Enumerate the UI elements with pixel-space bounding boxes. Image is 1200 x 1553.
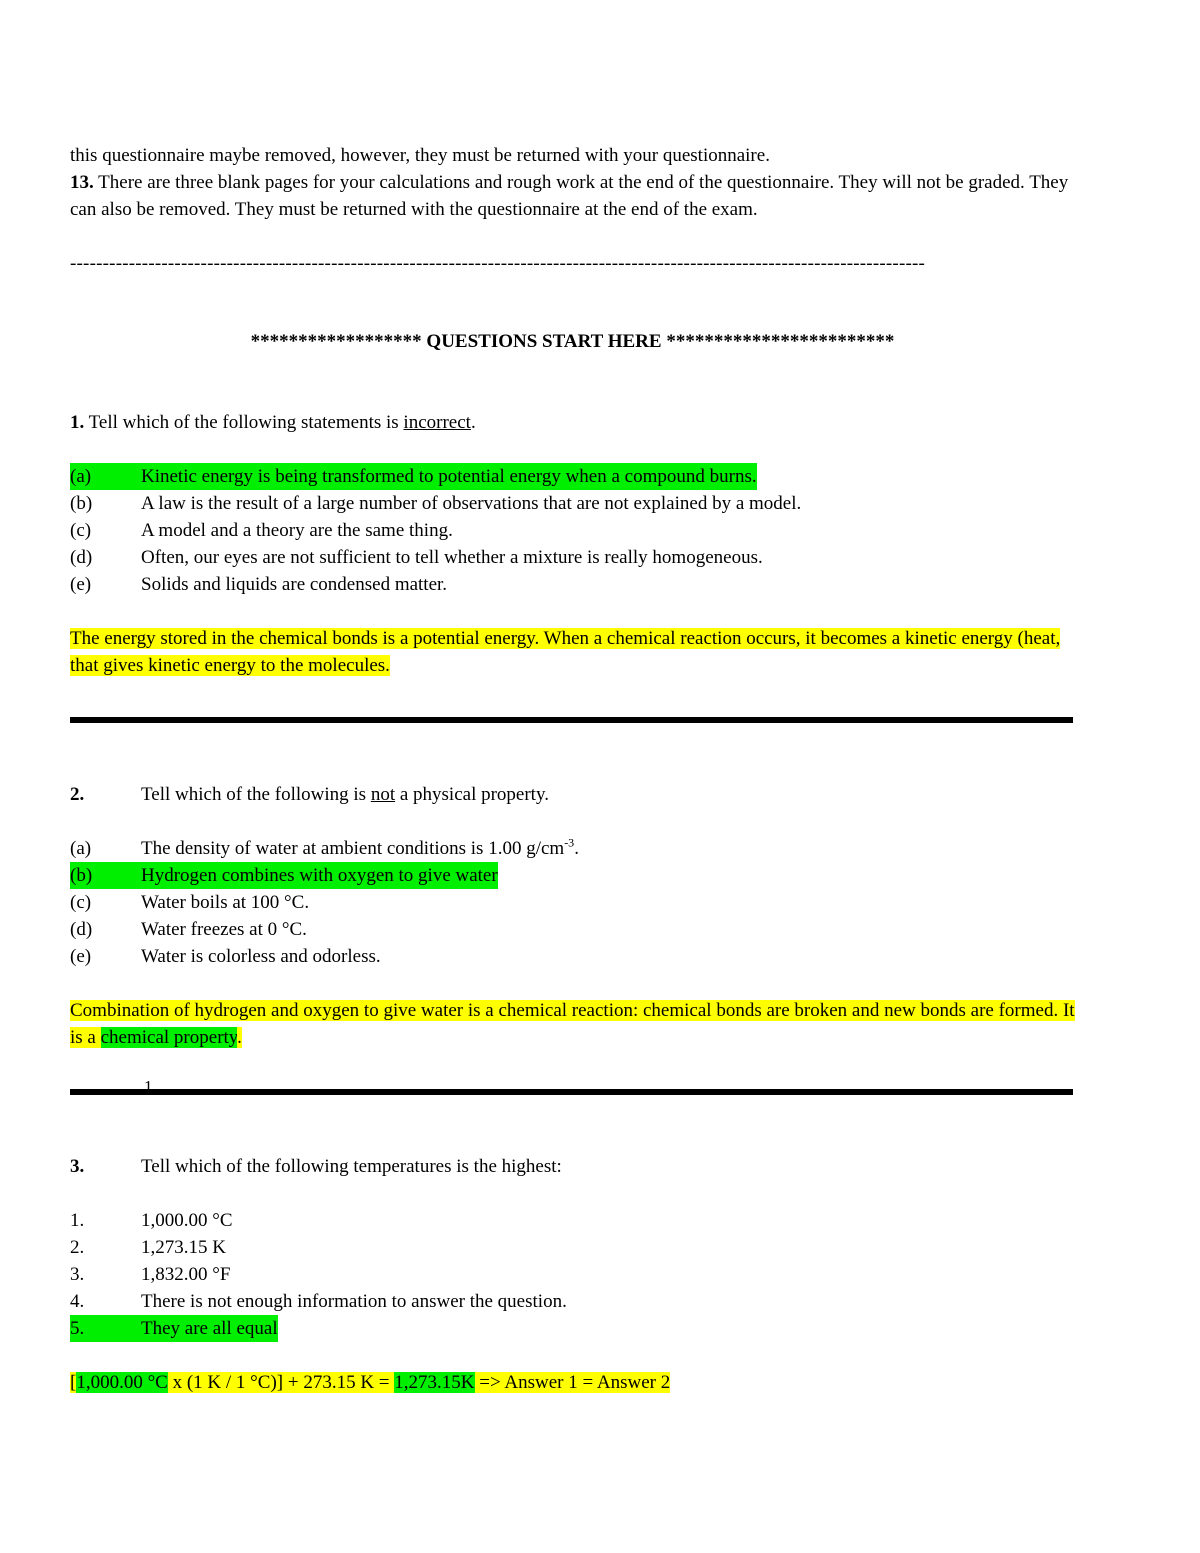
intro-line: this questionnaire maybe removed, however, they must be returned with your questionnaire.	[70, 145, 770, 166]
option-3-4: 4. There is not enough information to answer the question.	[70, 1291, 567, 1312]
page-number: 1	[144, 1077, 153, 1096]
questions-start-banner: ****************** QUESTIONS START HERE ************************	[250, 331, 895, 352]
instruction-13-text: There are three blank pages for your calculations and rough work at the end of the questionnaire. They will not be graded. They can also be removed. They must be returned with the questionnaire at the end of the exam.	[70, 172, 1069, 220]
question-2-explanation: Combination of hydrogen and oxygen to give water is a chemical reaction: chemical bonds are broken and new bonds are formed. It is a chemical property.	[70, 1000, 1075, 1048]
question-2-options	[70, 835, 1075, 970]
question-3-options	[70, 1207, 1075, 1342]
document-page	[70, 142, 1075, 1396]
option-1e: (e) Solids and liquids are condensed matter.	[70, 574, 448, 595]
instruction-13	[70, 169, 1075, 223]
option-1a	[70, 463, 1075, 490]
option-1c: (c) A model and a theory are the same thing.	[70, 520, 453, 541]
section-rule	[70, 717, 1073, 723]
option-3-2: 2. 1,273.15 K	[70, 1237, 226, 1258]
option-2b	[70, 862, 1075, 889]
question-2-prompt: 2. Tell which of the following is not a physical property.	[70, 784, 549, 805]
underlined-word: not	[370, 784, 396, 805]
dashed-separator: -----------------------------------------------------------------------------------------------------------------------------------	[70, 253, 926, 274]
question-3-calculation: [1,000.00 °C x (1 K / 1 °C)] + 273.15 K = 1,273.15K => Answer 1 = Answer 2	[70, 1372, 671, 1393]
option-3-1: 1. 1,000.00 °C	[70, 1210, 233, 1231]
question-1-options	[70, 463, 1075, 598]
option-2c: (c) Water boils at 100 °C.	[70, 892, 310, 913]
option-2a: (a) The density of water at ambient conditions is 1.00 $g/cm^{-3}$.	[70, 835, 579, 859]
option-3-5	[70, 1315, 1075, 1342]
question-1-explanation: The energy stored in the chemical bonds is a potential energy. When a chemical reaction occurs, it becomes a kinetic energy (heat, that gives kinetic energy to the molecules.	[70, 628, 1061, 676]
correct-answer-highlight: (b) Hydrogen combines with oxygen to give water	[70, 862, 498, 889]
question-3-prompt: 3. Tell which of the following temperatures is the highest:	[70, 1156, 562, 1177]
correct-answer-highlight: (a) Kinetic energy is being transformed to potential energy when a compound burns.	[70, 463, 757, 490]
option-1b: (b) A law is the result of a large number of observations that are not explained by a model.	[70, 493, 802, 514]
instruction-13-number: 13.	[70, 172, 94, 193]
option-2d: (d) Water freezes at 0 °C.	[70, 919, 307, 940]
option-2e: (e) Water is colorless and odorless.	[70, 946, 381, 967]
option-3-3: 3. 1,832.00 °F	[70, 1264, 231, 1285]
question-1-prompt: 1. Tell which of the following statements is incorrect.	[70, 412, 476, 433]
section-rule	[70, 1089, 1073, 1095]
correct-answer-highlight: 5. They are all equal	[70, 1315, 278, 1342]
underlined-word: incorrect	[403, 412, 471, 433]
option-1d: (d) Often, our eyes are not sufficient to tell whether a mixture is really homogeneous.	[70, 547, 763, 568]
